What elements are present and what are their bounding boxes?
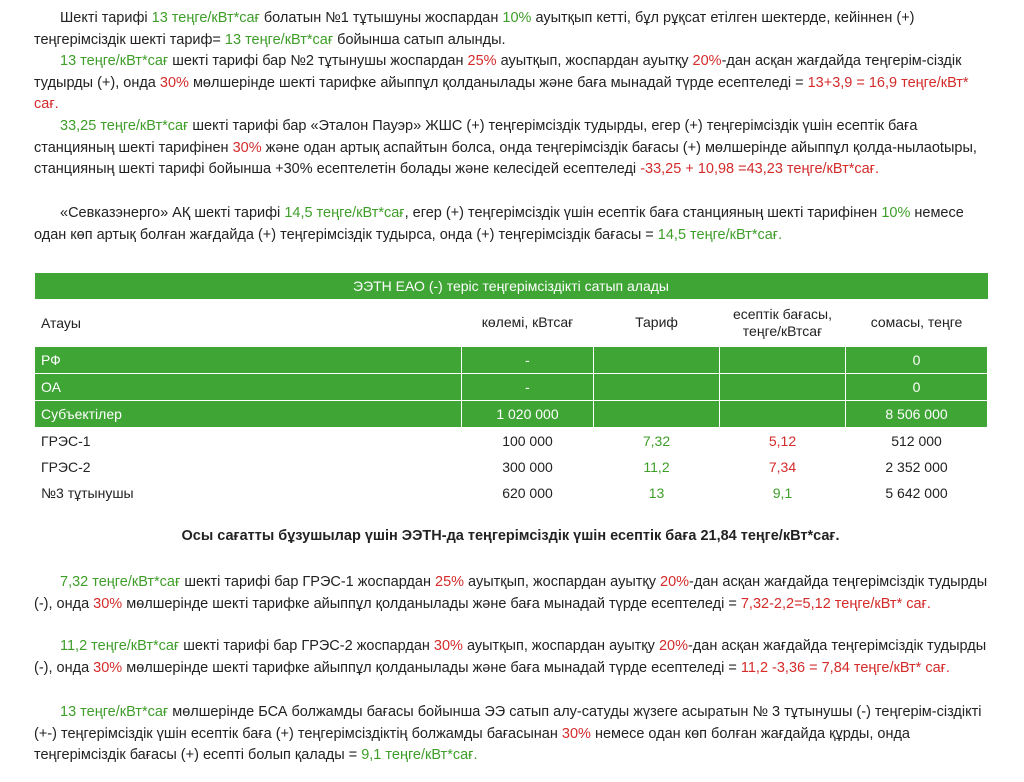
highlight-green: 9,1 теңге/кВт*сағ. bbox=[361, 747, 478, 763]
cell-sum: 0 bbox=[846, 374, 988, 401]
cell-sum: 0 bbox=[846, 347, 988, 374]
paragraph-etalon-power bbox=[34, 116, 989, 181]
table-caption-row bbox=[35, 273, 988, 299]
highlight-green: 13 теңге/кВт*сағ bbox=[60, 53, 169, 69]
cell-price: 7,34 bbox=[768, 458, 797, 475]
text: мөлшерінде шекті тарифке айыппұл қолданылады және баға мынадай түрде есептеледі = bbox=[122, 659, 741, 676]
table-row bbox=[35, 347, 988, 374]
highlight-red: 13+3,9 = 16,9 теңге/кВт* сағ. bbox=[34, 74, 969, 112]
cell-sum: 8 506 000 bbox=[846, 401, 988, 428]
text: ауытқып кетті, бұл рұқсат етілген шектерде, кейіннен (+) теңгерімсіздік шекті тариф= bbox=[34, 10, 915, 48]
highlight-red: 30% bbox=[93, 595, 123, 612]
cell-sum: 512 000 bbox=[891, 432, 942, 449]
highlight-green: 7,32 теңге/кВт*сағ bbox=[60, 574, 181, 590]
cell-tariff: 13 bbox=[648, 484, 665, 501]
paragraph-consumer-2 bbox=[34, 51, 989, 116]
cell-price bbox=[720, 401, 846, 428]
text: ауытқып, жоспардан ауытқу bbox=[496, 53, 693, 69]
text: -дан асқан жағдайда теңгерімсіздік тудырды (-), онда bbox=[34, 574, 988, 612]
header-tariff: Тариф bbox=[635, 314, 678, 330]
text: бойынша сатып алынды. bbox=[333, 31, 506, 48]
cell-volume: 620 000 bbox=[502, 484, 553, 501]
cell-volume: 1 020 000 bbox=[462, 401, 594, 428]
text: мөлшерінде БСА болжамды бағасы бойынша ЭЭ сатып алу-сатуды жүзеге асыратын № 3 тұтынушы (-) теңгерім-сіздікті (+-) теңгерімсіздік үшін есептік баға (+) теңгерімсіздіктің болжамды бағасынан bbox=[34, 704, 982, 742]
highlight-red: 30% bbox=[159, 74, 189, 91]
text: немесе одан көп болған жағдайда құрды, онда теңгерімсіздік бағасы (+) есепті болып қалады = bbox=[34, 725, 911, 763]
paragraph-gres-2 bbox=[34, 636, 989, 679]
cell-name: РФ bbox=[35, 347, 462, 374]
cell-name: ГРЭС-2 bbox=[41, 458, 91, 475]
summary-note: Осы сағатты бұзушылар үшін ЭЭТН-да теңгерімсіздік үшін есептік баға 21,84 теңге/кВт*сағ. bbox=[181, 528, 840, 544]
imbalance-table bbox=[34, 272, 988, 506]
cell-price: 9,1 bbox=[772, 484, 793, 501]
text: мөлшерінде шекті тарифке айыппұл қолданылады және баға мынадай түрде есептеледі = bbox=[122, 595, 741, 612]
cell-volume: - bbox=[462, 374, 594, 401]
cell-tariff bbox=[594, 374, 720, 401]
highlight-red: 30% bbox=[561, 725, 591, 742]
paragraph-gres-1 bbox=[34, 572, 989, 615]
highlight-green: 14,5 теңге/кВт*сағ bbox=[284, 205, 405, 221]
cell-tariff: 11,2 bbox=[643, 458, 670, 475]
text: шекті тарифі бар №2 тұтынушы жоспардан bbox=[168, 53, 468, 69]
highlight-red: -33,25 + 10,98 =43,23 теңге/кВт*сағ. bbox=[640, 161, 879, 177]
table-header-row bbox=[35, 299, 988, 347]
cell-price bbox=[720, 347, 846, 374]
text: ауытқып, жоспардан ауытқу bbox=[464, 574, 661, 590]
highlight-red: 25% bbox=[435, 574, 465, 590]
table-row bbox=[35, 454, 988, 480]
cell-name: №3 тұтынушы bbox=[41, 484, 134, 501]
cell-name: ГРЭС-1 bbox=[41, 432, 91, 449]
text: «Севказэнерго» АҚ шекті тарифі bbox=[60, 205, 285, 221]
highlight-green: 14,5 теңге/кВт*сағ. bbox=[657, 226, 783, 243]
highlight-green: 10% bbox=[502, 10, 532, 26]
text: болатын №1 тұтышуны жоспардан bbox=[259, 10, 503, 26]
highlight-red: 7,32-2,2=5,12 теңге/кВт* сағ. bbox=[740, 595, 931, 612]
cell-tariff bbox=[594, 401, 720, 428]
text: ауытқып, жоспардан ауытқу bbox=[462, 638, 659, 654]
highlight-green: 10% bbox=[881, 205, 911, 221]
highlight-red: 11,2 -3,36 = 7,84 теңге/кВт* сағ. bbox=[740, 659, 950, 676]
header-sum: сомасы, теңге bbox=[870, 314, 963, 330]
cell-volume: 300 000 bbox=[502, 458, 553, 475]
highlight-green: 13 теңге/кВт*сағ bbox=[151, 10, 260, 26]
text: шекті тарифі бар «Эталон Пауэр» ЖШС (+) теңгерімсіздік тудырды, егер (+) теңгерімсіздік үшін есептік баға станцияның шекті тарифінен bbox=[34, 118, 918, 156]
text: -дан асқан жағдайда теңгерімсіздік тудырды (-), онда bbox=[34, 638, 987, 676]
highlight-green: 13 теңге/кВт*сағ bbox=[224, 31, 334, 48]
text: , егер (+) теңгерімсіздік үшін есептік баға станцияның шекті тарифінен bbox=[404, 205, 882, 221]
highlight-green: 33,25 теңге/кВт*сағ bbox=[60, 118, 189, 134]
highlight-green: 11,2 теңге/кВт*сағ bbox=[60, 638, 180, 654]
highlight-green: 13 теңге/кВт*сағ bbox=[60, 704, 169, 720]
text: немесе одан көп артық болған жағдайда (+) теңгерімсіздік тудырса, онда (+) теңгерімсіздік бағасы = bbox=[34, 205, 964, 243]
table-caption: ЭЭТН ЕАО (-) теріс теңгерімсіздікті сатып алады bbox=[35, 273, 988, 299]
highlight-red: 30% bbox=[93, 659, 123, 676]
cell-volume: - bbox=[462, 347, 594, 374]
table-row bbox=[35, 480, 988, 506]
text: Шекті тарифі bbox=[60, 10, 152, 26]
highlight-red: 30% bbox=[433, 638, 463, 654]
cell-sum: 2 352 000 bbox=[885, 458, 948, 475]
text: -дан асқан жағдайда теңгерім-сіздік тудырды (+), онда bbox=[34, 53, 962, 91]
header-volume: көлемі, кВтсағ bbox=[481, 314, 574, 330]
text: және одан артық аспайтын болса, онда теңгерімсіздік бағасы (+) мөлшерінде айыппұл қолда-нылаotыры, станцияның шекті тарифі бойынша +30% есептелетін болады және келесідей есептеледі bbox=[34, 139, 977, 177]
text: мөлшерінде шекті тарифке айыппұл қолданылады және баға мынадай түрде есептеледі = bbox=[188, 74, 808, 91]
header-price: есептік бағасы, теңге/кВтсағ bbox=[732, 305, 833, 339]
cell-name: Субъектілер bbox=[35, 401, 462, 428]
text: шекті тарифі бар ГРЭС-2 жоспардан bbox=[179, 638, 434, 654]
cell-volume: 100 000 bbox=[502, 432, 553, 449]
text: шекті тарифі бар ГРЭС-1 жоспардан bbox=[180, 574, 435, 590]
cell-tariff bbox=[594, 347, 720, 374]
cell-price: 5,12 bbox=[768, 432, 797, 449]
highlight-red: 30% bbox=[232, 139, 262, 156]
cell-price bbox=[720, 374, 846, 401]
highlight-red: 20% bbox=[660, 574, 690, 590]
highlight-red: 20% bbox=[658, 638, 688, 654]
paragraph-consumer-1 bbox=[34, 8, 989, 51]
highlight-red: 25% bbox=[467, 53, 497, 69]
header-name: Атауы bbox=[41, 314, 81, 331]
table-row bbox=[35, 428, 988, 454]
highlight-red: 20% bbox=[692, 53, 722, 69]
table-row bbox=[35, 374, 988, 401]
table-row bbox=[35, 401, 988, 428]
cell-sum: 5 642 000 bbox=[885, 484, 948, 501]
paragraph-consumer-3 bbox=[34, 702, 989, 767]
cell-tariff: 7,32 bbox=[642, 432, 671, 449]
cell-name: ОА bbox=[35, 374, 462, 401]
paragraph-sevkazenergo bbox=[34, 203, 989, 246]
